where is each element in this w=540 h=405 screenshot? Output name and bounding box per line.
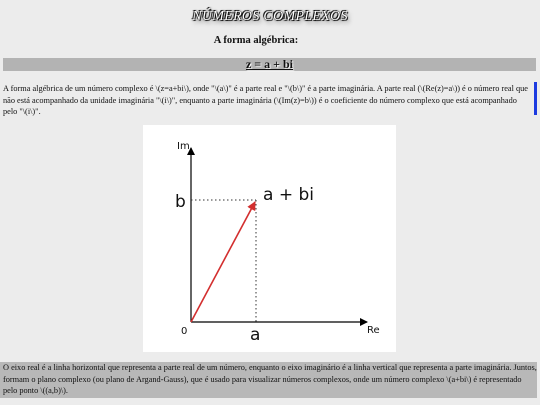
formula-banner [3,58,536,71]
intro-paragraph: A forma algébrica de um número complexo é \(z=a+bi\), onde "\(a\)" é a parte real e "\(b\)" é a parte imaginária. A parte real (\(Re(z)=a\)) é o número real que não está acompanhado da unidade imaginária "\(i\)", enquanto a parte imaginária (\(Im(z)=b\)) é o coeficiente do número complexo que está acompanhado pelo "\(i\)". [3,84,528,116]
point-label: a + bi [263,185,314,205]
im-axis-label: Im [177,141,190,152]
re-axis-label: Re [367,325,380,336]
a-label: a [250,325,261,345]
section-subtitle: A forma algébrica: [213,35,299,46]
complex-plane-figure [143,125,396,352]
scroll-indicator[interactable] [534,82,537,115]
origin-label: 0 [181,326,188,337]
complex-vector [191,202,255,322]
explanation-paragraph: O eixo real é a linha horizontal que representa a parte real de um número, enquanto o eixo imaginário é a linha vertical que representa a parte imaginária. Juntos, formam o plano complexo (ou plano de Argand-Gauss), que é usado para visualizar números complexos, onde um número complexo \(a+bi\) é representado pelo ponto \((a,b)\). [0,362,537,398]
formula-text: z = a + bi [245,57,293,71]
complex-plane-diagram [143,125,396,352]
page-title: NÚMEROS COMPLEXOS [192,9,348,24]
b-label: b [175,192,186,212]
